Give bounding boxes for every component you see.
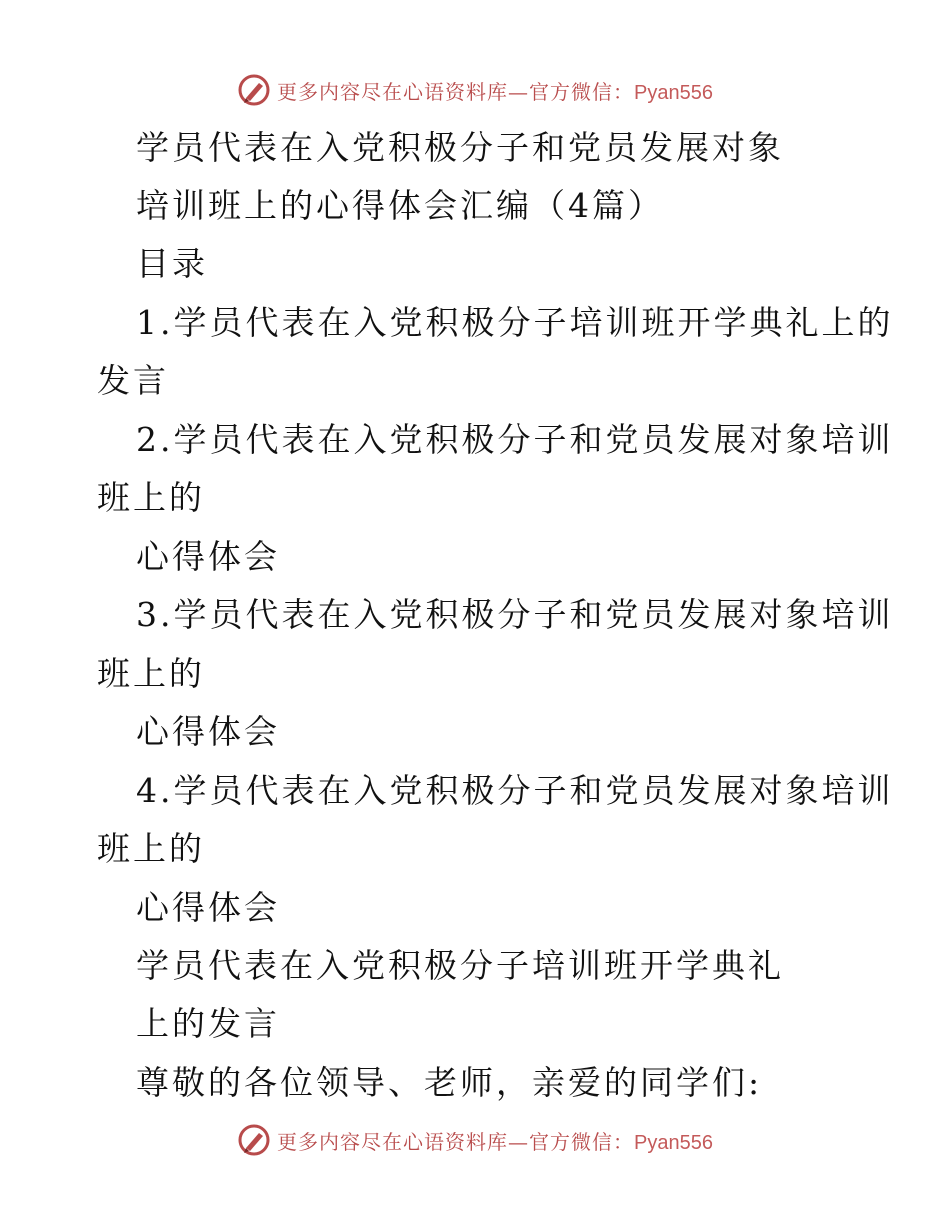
doc-title-line-2: 培训班上的心得体会汇编（4篇） [136,186,664,225]
watermark-id: Pyan556 [634,81,713,104]
toc-item-3: 3.学员代表在入党积极分子和党员发展对象培训 [136,595,894,634]
section-title-line-1: 学员代表在入党积极分子培训班开学典礼 [136,946,784,985]
toc-item-3-subtitle: 心得体会 [136,712,280,751]
toc-item-1: 1.学员代表在入党积极分子培训班开学典礼上的 [136,303,894,342]
toc-item-2: 2.学员代表在入党积极分子和党员发展对象培训 [136,420,894,459]
footer-watermark [0,1122,950,1158]
watermark-text: 更多内容尽在心语资料库—官方微信：Pyan556 [277,1129,713,1154]
section-title-line-2: 上的发言 [136,1004,280,1043]
salutation: 尊敬的各位领导、老师，亲爱的同学们: [136,1063,763,1102]
toc-item-4-cont: 班上的 [97,829,205,868]
toc-item-2-cont: 班上的 [97,478,205,517]
doc-title-line-1: 学员代表在入党积极分子和党员发展对象 [136,128,784,167]
pen-logo-icon [237,1123,271,1157]
watermark-text: 更多内容尽在心语资料库—官方微信：Pyan556 [277,79,713,104]
toc-item-1-cont: 发言 [97,361,169,400]
toc-heading: 目录 [136,244,208,283]
toc-item-4-subtitle: 心得体会 [136,888,280,927]
watermark-id: Pyan556 [634,1131,713,1154]
toc-item-3-cont: 班上的 [97,654,205,693]
toc-item-4: 4.学员代表在入党积极分子和党员发展对象培训 [136,771,894,810]
toc-item-2-subtitle: 心得体会 [136,537,280,576]
